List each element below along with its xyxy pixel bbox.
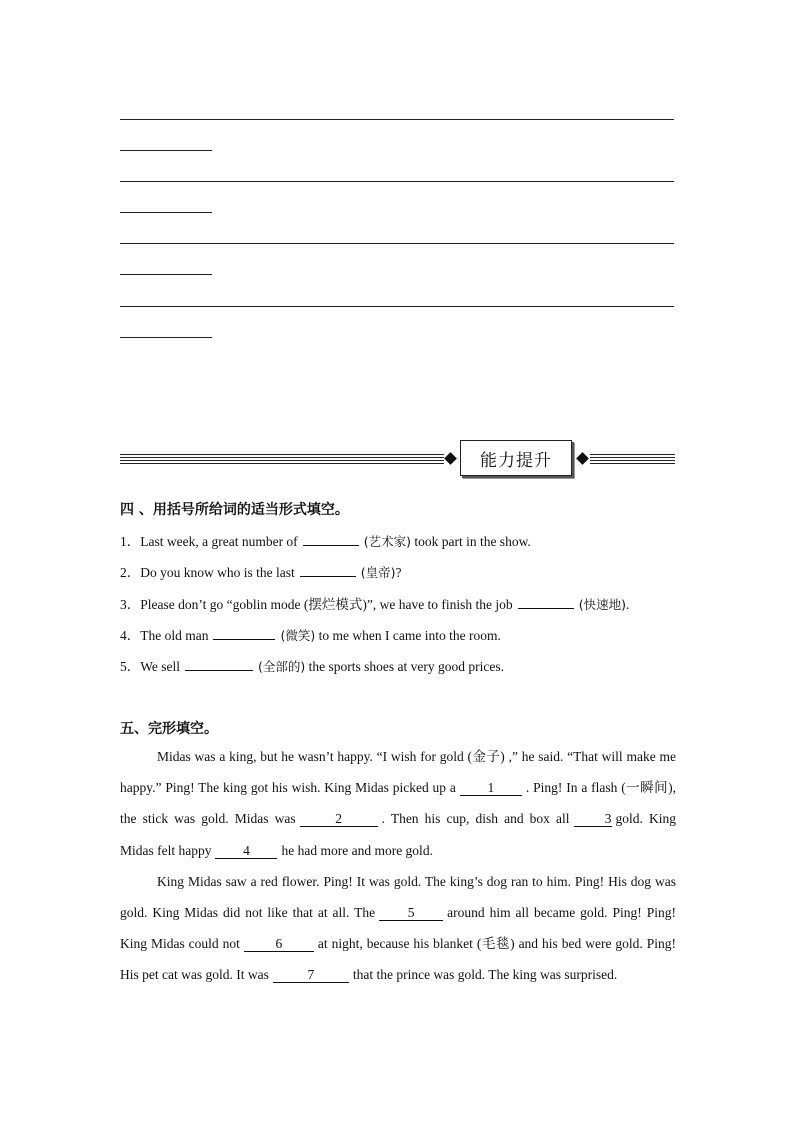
answer-line: [120, 243, 674, 244]
banner-rule: [590, 463, 675, 464]
answer-blank[interactable]: [185, 656, 253, 671]
question-4: [120, 624, 501, 644]
question-text: Please don’t go “goblin mode (摆烂模式)”, we have to finish the job: [140, 597, 513, 612]
banner-rule: [120, 457, 444, 458]
hint-word: (艺术家): [363, 534, 411, 549]
question-text: ?: [395, 565, 402, 580]
question-1: [120, 530, 531, 550]
paragraph-2: [120, 866, 676, 991]
question-number: 3．: [120, 597, 141, 612]
question-number: 4．: [120, 628, 141, 643]
question-text: Last week, a great number of: [140, 534, 298, 549]
answer-blank[interactable]: [303, 531, 359, 546]
answer-blank[interactable]: [213, 625, 275, 640]
question-text: .: [625, 597, 630, 612]
section-banner: [120, 436, 675, 480]
section-four-heading: 四 、用括号所给词的适当形式填空。: [120, 502, 349, 518]
question-number: 1．: [120, 534, 141, 549]
hint-word: (全部的): [258, 659, 306, 674]
cloze-blank-3[interactable]: 3: [574, 812, 612, 827]
passage-text: Midas was a king, but he wasn’t happy. “I wish for gold (金子) ,” he said. “That will make me happy.” Ping! The king got his wish. King Midas picked up a: [120, 749, 676, 796]
passage-text: that the prince was gold. The king was surprised.: [352, 967, 618, 983]
paragraph-1: [120, 741, 676, 866]
cloze-blank-2[interactable]: 2: [300, 812, 378, 827]
question-text: The old man: [140, 628, 209, 643]
cloze-blank-1[interactable]: 1: [460, 781, 522, 796]
question-number: 5．: [120, 659, 141, 674]
hint-word: (微笑): [280, 628, 316, 643]
passage-text: he had more and more gold.: [281, 842, 433, 858]
banner-rule: [120, 463, 444, 464]
banner-title: 能力提升: [460, 440, 572, 476]
hint-word: (皇帝): [360, 565, 396, 580]
question-text: to me when I came into the room.: [318, 628, 501, 643]
answer-line: [120, 306, 674, 307]
question-number: 2．: [120, 565, 141, 580]
question-text: took part in the show.: [414, 534, 531, 549]
diamond-icon: [576, 452, 589, 465]
answer-line: [120, 119, 674, 120]
question-5: [120, 655, 504, 675]
banner-rule: [120, 460, 444, 461]
question-text: We sell: [140, 659, 181, 674]
banner-rule: [590, 460, 675, 461]
answer-blank[interactable]: [518, 594, 574, 609]
passage-text: around him all became gold. Ping! Ping! King Midas could not: [120, 905, 676, 952]
question-text: Do you know who is the last: [140, 565, 295, 580]
answer-line: [120, 150, 212, 151]
cloze-blank-5[interactable]: 5: [379, 906, 443, 921]
passage-text: at night, because his blanket (毛毯) and his bed were gold. Ping! His pet cat was gold. It was: [120, 936, 676, 983]
question-3: [120, 593, 629, 613]
banner-rule: [590, 454, 675, 455]
cloze-passage: [120, 741, 676, 991]
answer-line: [120, 337, 212, 338]
answer-blank[interactable]: [300, 562, 356, 577]
cloze-blank-7[interactable]: 7: [273, 968, 349, 983]
question-2: [120, 561, 402, 581]
passage-text: . Then his cup, dish and box all: [381, 811, 570, 827]
cloze-blank-4[interactable]: 4: [215, 844, 277, 859]
diamond-icon: [444, 452, 457, 465]
cloze-blank-6[interactable]: 6: [244, 937, 314, 952]
passage-text: King Midas saw a red flower. Ping! It was gold. The king’s dog ran to him. Ping! His dog was gold. King Midas did not like that at all. The: [120, 873, 676, 921]
answer-line: [120, 274, 212, 275]
banner-rule: [120, 454, 444, 455]
banner-rule: [590, 457, 675, 458]
section-five-heading: 五、完形填空。: [120, 721, 218, 737]
answer-line: [120, 212, 212, 213]
passage-text: gold. King Midas felt happy: [120, 811, 676, 858]
question-text: the sports shoes at very good prices.: [308, 659, 505, 674]
hint-word: (快速地): [578, 597, 626, 612]
passage-text: . Ping! In a flash (一瞬间), the stick was gold. Midas was: [120, 780, 676, 827]
answer-line: [120, 181, 674, 182]
